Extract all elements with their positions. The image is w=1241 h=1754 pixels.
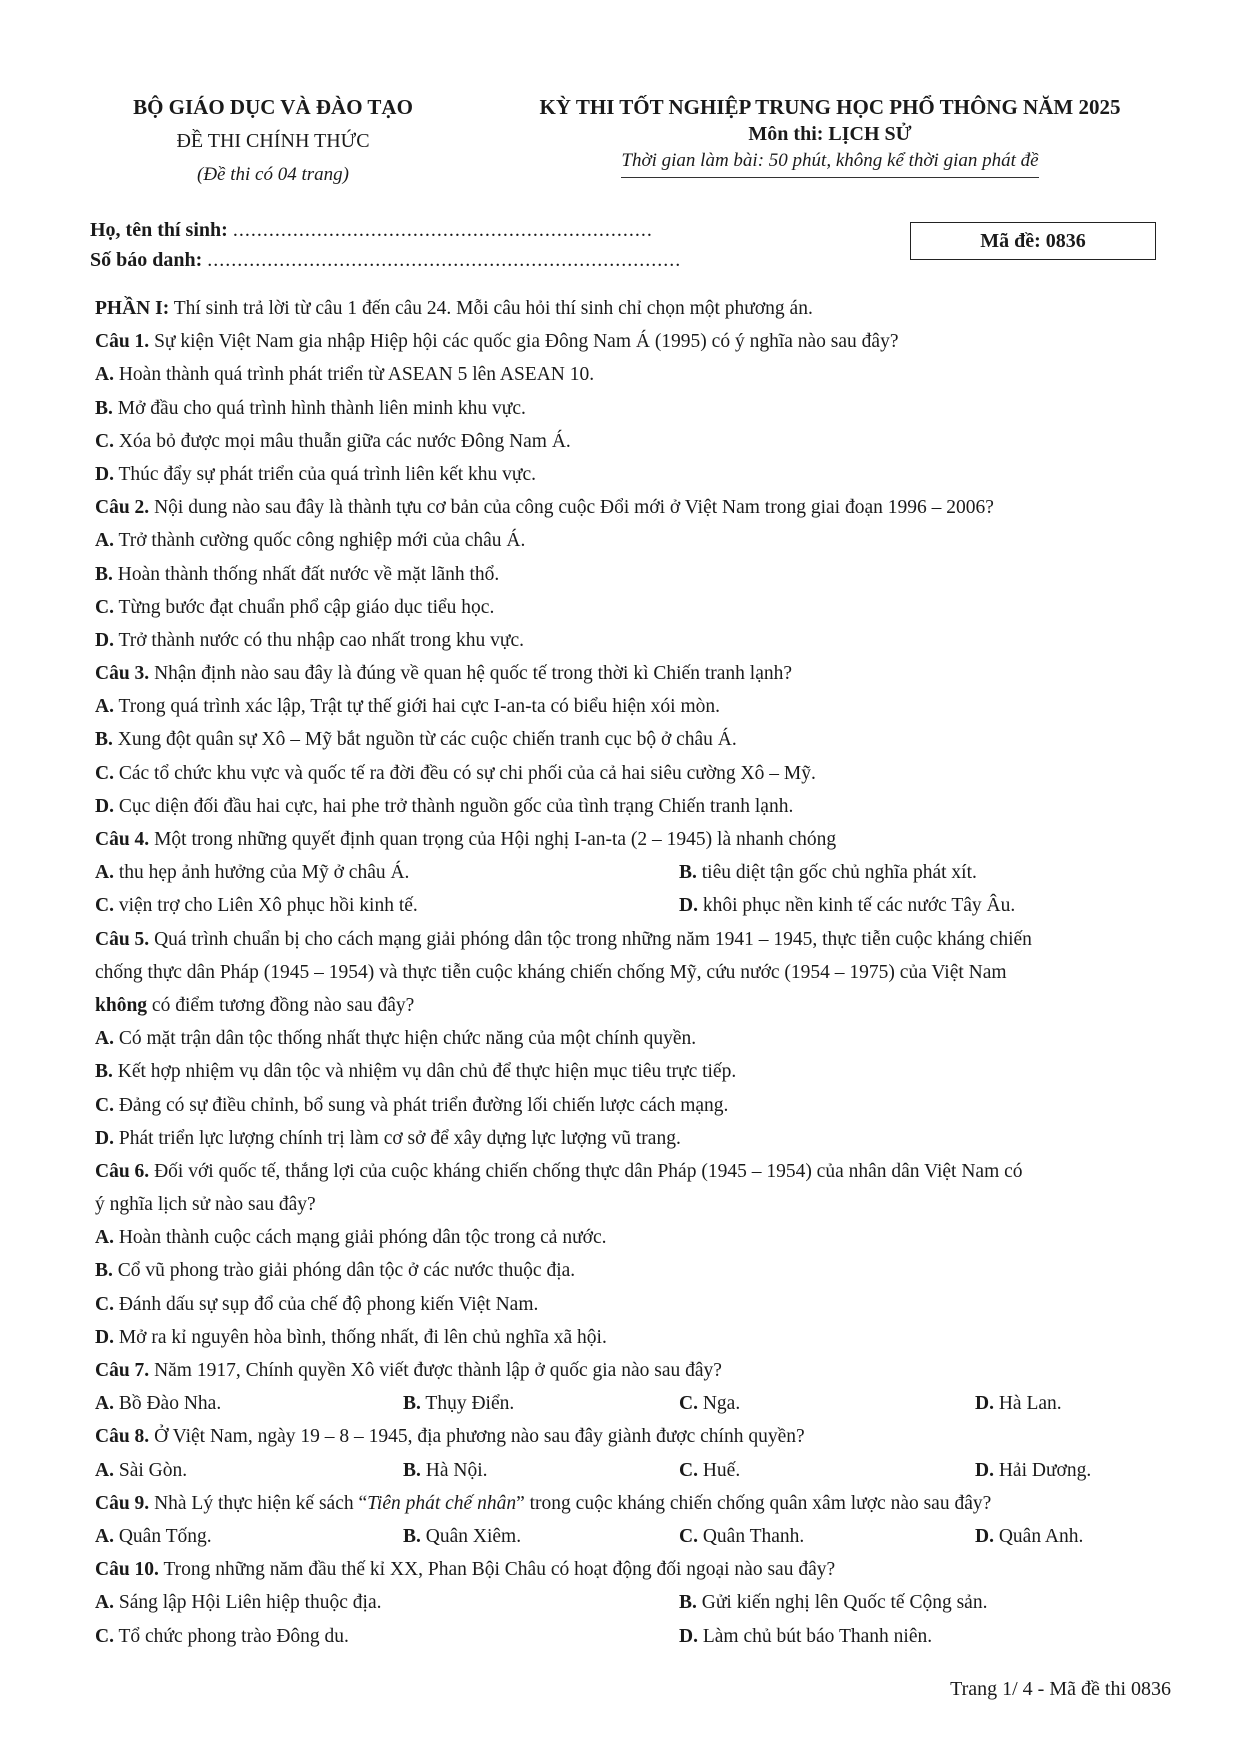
option-c [679,1454,975,1487]
question-text-cont: chống thực dân Pháp (1945 – 1954) và thực tiễn cuộc kháng chiến chống Mỹ, cứu nước (1954 – 1975) của Việt Nam [95,961,1007,983]
question-text: Quá trình chuẩn bị cho cách mạng giải phóng dân tộc trong những năm 1941 – 1945, thực tiễn cuộc kháng chiến [149,928,1032,950]
section-text: Thí sinh trả lời từ câu 1 đến câu 24. Mỗi câu hỏi thí sinh chỉ chọn một phương án. [169,298,813,319]
option-text: viện trợ cho Liên Xô phục hồi kinh tế. [113,895,418,917]
option-text: Xóa bỏ được mọi mâu thuẫn giữa các nước Đông Nam Á. [113,430,571,452]
option-text: Đánh dấu sự sụp đổ của chế độ phong kiến Việt Nam. [113,1293,539,1315]
option-key: A. [95,1028,114,1050]
option-d [95,1321,1180,1354]
option-text: Phát triển lực lượng chính trị làm cơ sở để xây dựng lực lượng vũ trang. [113,1127,681,1149]
exam-title: KỲ THI TỐT NGHIỆP TRUNG HỌC PHỔ THÔNG NĂM 2025 [539,95,1121,119]
option-c [679,1520,975,1553]
question-number: Câu 5. [95,928,150,950]
option-b [95,1254,1180,1287]
option-text: tiêu diệt tận gốc chủ nghĩa phát xít. [696,862,977,884]
option-key: D. [95,795,114,817]
option-key: B. [403,1525,421,1547]
question-number: Câu 9. [95,1492,150,1514]
question-6 [95,1155,1180,1188]
option-row [95,1454,1180,1487]
option-key: C. [679,1525,698,1547]
option-text: Quân Tống. [113,1525,212,1547]
time-note: Thời gian làm bài: 50 phút, không kể thời gian phát đề [621,146,1038,178]
question-text: Sự kiện Việt Nam gia nhập Hiệp hội các quốc gia Đông Nam Á (1995) có ý nghĩa nào sau đây? [149,331,899,353]
option-key: D. [95,1127,114,1149]
question-9 [95,1487,1180,1520]
option-text: Tổ chức phong trào Đông du. [113,1625,349,1647]
question-4 [95,823,1180,856]
option-text: Thụy Điển. [420,1393,515,1415]
option-row [95,1387,1180,1420]
option-text: Làm chủ bút báo Thanh niên. [697,1625,933,1647]
option-text: Mở ra kỉ nguyên hòa bình, thống nhất, đi lên chủ nghĩa xã hội. [113,1326,607,1348]
option-key: A. [95,1459,114,1481]
question-number: Câu 7. [95,1360,150,1381]
option-key: A. [95,1525,114,1547]
option-d [975,1387,1062,1420]
option-c [95,591,1180,624]
option-row [95,1520,1180,1553]
option-text: Trở thành nước có thu nhập cao nhất trong khu vực. [113,629,525,651]
option-a [95,690,1180,723]
question-text: Năm 1917, Chính quyền Xô viết được thành lập ở quốc gia nào sau đây? [149,1360,722,1381]
option-key: D. [95,1326,114,1348]
question-text-cont: ý nghĩa lịch sử nào sau đây? [95,1194,316,1216]
option-key: B. [95,1061,113,1083]
option-c [95,425,1180,458]
option-text: Quân Thanh. [697,1525,805,1547]
option-text: Các tổ chức khu vực và quốc tế ra đời đều có sự chi phối của cả hai siêu cường Xô – Mỹ. [113,762,816,784]
question-text: có điểm tương đồng nào sau đây? [147,994,415,1016]
official-label: ĐỀ THI CHÍNH THỨC [176,130,370,152]
question-3 [95,657,1180,690]
candidate-name-line [90,215,681,245]
section-label: PHẦN I: [95,298,170,319]
quoted-strategy: Tiên phát chế nhân [367,1492,517,1514]
option-d [95,458,1180,491]
option-d [975,1520,1083,1553]
option-key: B. [95,1260,113,1282]
option-d [95,624,1180,657]
option-d [95,1122,1180,1155]
option-c [679,1387,975,1420]
option-d [95,790,1180,823]
option-b [403,1520,679,1553]
option-key: D. [679,895,698,917]
option-key: D. [975,1393,994,1415]
question-text: Nhà Lý thực hiện kế sách “ [149,1492,368,1514]
option-key: C. [679,1459,698,1481]
option-key: D. [975,1525,994,1547]
candidate-name-label: Họ, tên thí sinh: [90,219,228,241]
question-text-cont [95,989,1180,1022]
option-text: Quân Xiêm. [420,1525,522,1547]
question-text: Nội dung nào sau đây là thành tựu cơ bản của công cuộc Đổi mới ở Việt Nam trong giai đoạn 1996 – 2006? [149,497,994,519]
option-key: B. [403,1393,421,1415]
option-text: Quân Anh. [993,1525,1084,1547]
option-key: C. [95,596,114,618]
option-text: Huế. [697,1459,741,1481]
option-a [95,1454,403,1487]
option-text: Bồ Đào Nha. [113,1393,222,1415]
option-text: Hoàn thành quá trình phát triển từ ASEAN 5 lên ASEAN 10. [113,364,595,386]
question-5 [95,923,1180,956]
option-text: Xung đột quân sự Xô – Mỹ bắt nguồn từ các cuộc chiến tranh cục bộ ở châu Á. [112,729,737,751]
option-key: D. [95,629,114,651]
option-text: Trở thành cường quốc công nghiệp mới của châu Á. [113,530,526,552]
question-7 [95,1354,1180,1387]
option-key: C. [679,1393,698,1415]
option-text: Trong quá trình xác lập, Trật tự thế giới hai cực I-an-ta có biểu hiện xói mòn. [113,696,721,718]
exam-code-box: Mã đề: 0836 [910,222,1156,260]
option-c [95,1620,679,1653]
option-key: A. [95,1227,114,1249]
section-heading [95,292,1180,325]
option-b [679,856,977,889]
option-text: Sáng lập Hội Liên hiệp thuộc địa. [113,1592,382,1614]
option-key: C. [95,1625,114,1647]
option-key: C. [95,895,114,917]
option-text: Từng bước đạt chuẩn phổ cập giáo dục tiểu học. [113,596,495,618]
option-text: Nga. [697,1393,741,1415]
page-count-note: (Đề thi có 04 trang) [197,164,349,185]
option-a [95,1520,403,1553]
option-key: B. [95,729,113,751]
question-text: Nhận định nào sau đây là đúng về quan hệ quốc tế trong thời kì Chiến tranh lạnh? [149,663,793,685]
option-b [679,1586,987,1619]
option-text: Kết hợp nhiệm vụ dân tộc và nhiệm vụ dân chủ để thực hiện mục tiêu trực tiếp. [112,1061,737,1083]
candidate-id-label: Số báo danh: [90,249,203,271]
candidate-id-line [90,245,681,275]
exam-content [95,292,1180,1653]
option-key: C. [95,1094,114,1116]
option-text: Mở đầu cho quá trình hình thành liên minh khu vực. [112,397,526,419]
option-c [95,757,1180,790]
option-d [975,1454,1091,1487]
question-text: Trong những năm đầu thế kỉ XX, Phan Bội Châu có hoạt động đối ngoại nào sau đây? [158,1559,836,1581]
option-a [95,856,679,889]
option-text: Hà Nội. [420,1459,488,1481]
option-key: B. [679,1592,697,1614]
question-text: Một trong những quyết định quan trọng của Hội nghị I-an-ta (2 – 1945) là nhanh chóng [149,829,837,850]
option-a [95,358,1180,391]
option-a [95,1586,679,1619]
question-8 [95,1420,1180,1453]
question-1 [95,325,1180,358]
option-key: B. [679,862,697,884]
option-text: Gửi kiến nghị lên Quốc tế Cộng sản. [696,1592,988,1614]
header-left [88,92,458,190]
option-key: C. [95,430,114,452]
option-b [403,1387,679,1420]
option-text: khôi phục nền kinh tế các nước Tây Âu. [697,895,1016,917]
option-a [95,524,1180,557]
option-text: Hải Dương. [993,1459,1092,1481]
option-text: Thúc đẩy sự phát triển của quá trình liên kết khu vực. [113,463,537,485]
option-key: A. [95,364,114,386]
option-row [95,1586,1180,1619]
option-key: A. [95,530,114,552]
option-key: B. [403,1459,421,1481]
option-b [95,392,1180,425]
option-text: Sài Gòn. [113,1459,188,1481]
option-key: C. [95,762,114,784]
option-text: Cổ vũ phong trào giải phóng dân tộc ở các nước thuộc địa. [112,1260,576,1282]
option-key: A. [95,696,114,718]
candidate-name-field: ...................................................................... [232,219,653,241]
option-key: D. [975,1459,994,1481]
option-b [95,1055,1180,1088]
option-text: Hà Lan. [993,1393,1062,1415]
option-key: B. [95,397,113,419]
option-b [95,558,1180,591]
option-row [95,856,1180,889]
option-text: Có mặt trận dân tộc thống nhất thực hiện chức năng của một chính quyền. [113,1028,697,1050]
option-row [95,889,1180,922]
option-b [95,723,1180,756]
subject-label: Môn thi: LỊCH SỬ [748,123,912,145]
option-key: A. [95,1592,114,1614]
header-right [500,92,1160,178]
emphasis-word: không [95,994,148,1016]
question-number: Câu 6. [95,1160,150,1182]
page-footer: Trang 1/ 4 - Mã đề thi 0836 [950,1678,1171,1700]
question-text: Đối với quốc tế, thắng lợi của cuộc kháng chiến chống thực dân Pháp (1945 – 1954) của nhân dân Việt Nam có [149,1160,1023,1182]
option-c [95,1089,1180,1122]
option-d [679,889,1015,922]
option-key: A. [95,1393,114,1415]
question-number: Câu 3. [95,663,150,685]
question-number: Câu 1. [95,331,150,353]
question-number: Câu 10. [95,1559,159,1581]
candidate-info [90,215,681,275]
question-text: Ở Việt Nam, ngày 19 – 8 – 1945, địa phương nào sau đây giành được chính quyền? [149,1426,805,1448]
option-a [95,1221,1180,1254]
question-text: ” trong cuộc kháng chiến chống quân xâm lược nào sau đây? [516,1492,992,1514]
option-key: D. [679,1625,698,1647]
option-text: Hoàn thành thống nhất đất nước về mặt lãnh thổ. [112,563,500,585]
ministry-name: BỘ GIÁO DỤC VÀ ĐÀO TẠO [133,95,413,119]
question-number: Câu 8. [95,1426,150,1448]
option-c [95,889,679,922]
question-2 [95,491,1180,524]
option-a [95,1387,403,1420]
option-text: thu hẹp ảnh hưởng của Mỹ ở châu Á. [113,862,410,884]
question-10 [95,1553,1180,1586]
option-text: Hoàn thành cuộc cách mạng giải phóng dân tộc trong cả nước. [113,1227,607,1249]
option-d [679,1620,932,1653]
option-a [95,1022,1180,1055]
option-key: C. [95,1293,114,1315]
option-row [95,1620,1180,1653]
option-key: D. [95,463,114,485]
candidate-id-field: ............................................................................... [207,249,682,271]
option-text: Đảng có sự điều chỉnh, bổ sung và phát triển đường lối chiến lược cách mạng. [113,1094,729,1116]
option-b [403,1454,679,1487]
option-c [95,1288,1180,1321]
option-text: Cục diện đối đầu hai cực, hai phe trở thành nguồn gốc của tình trạng Chiến tranh lạnh. [113,795,794,817]
option-key: A. [95,862,114,884]
option-key: B. [95,563,113,585]
question-number: Câu 2. [95,497,150,519]
question-number: Câu 4. [95,829,150,850]
